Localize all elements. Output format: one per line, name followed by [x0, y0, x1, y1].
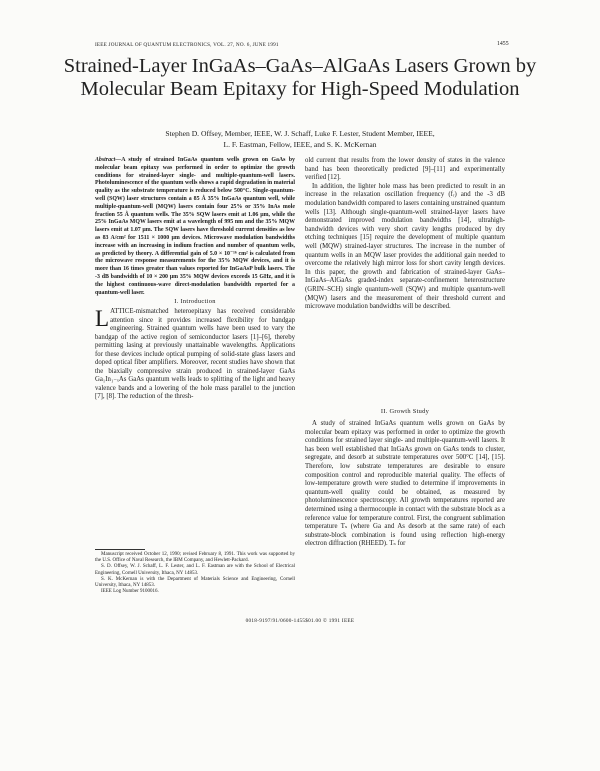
- footnote-rule: [95, 549, 145, 550]
- footnotes: [95, 552, 295, 595]
- section-heading-introduction: I. Introduction: [174, 298, 216, 305]
- introduction-body: [95, 308, 295, 402]
- author-line-2: L. F. Eastman, Fellow, IEEE, and S. K. McKernan: [223, 139, 377, 149]
- footnote-manuscript: Manuscript received October 12, 1990; revised February 8, 1991. This work was supported by the U.S. Office of Naval Research, the IBM Company, and Hewlett-Packard.: [95, 552, 295, 564]
- author-block: [110, 129, 490, 150]
- abstract: [95, 157, 295, 297]
- footnote-log-number: IEEE Log Number 9100016.: [101, 589, 159, 595]
- paper-title: Strained-Layer InGaAs–GaAs–AlGaAs Lasers Grown by Molecular Beam Epitaxy for High-Speed Modulation: [63, 55, 537, 100]
- abstract-lead: Abstract—: [95, 157, 122, 163]
- introduction-text: ATTICE-mismatched heteroepitaxy has received considerable attention since it provides increased flexibility for bandgap engineering. Strained quantum wells have been used to vary the bandgap of the active region of semiconductor lasers [1]–[6], thereby permitting lasing at previously unattainable wavelengths. Applications for these devices include optical pumping of solid-state glass lasers and doped optical fiber amplifiers. Moreover, recent studies have shown that the biaxially compressive strain produced in strained-layer GaAs Ga₁In₁₋ₓAs GaAs quantum wells leads to splitting of the light and heavy valence bands and a lowering of the hole mass parallel to the junction [7], [8]. The reduction of the thresh-: [95, 308, 295, 401]
- section-heading-growth-study: II. Growth Study: [380, 408, 430, 415]
- running-head: IEEE JOURNAL OF QUANTUM ELECTRONICS, VOL. 27, NO. 6, JUNE 1991: [95, 42, 279, 48]
- author-line-1: Stephen D. Offsey, Member, IEEE, W. J. Schaff, Luke F. Lester, Student Member, IEEE,: [165, 129, 435, 138]
- footnote-affiliation-2: S. K. McKernan is with the Department of Materials Science and Engineering, Cornell University, Ithaca, NY 14853.: [95, 576, 295, 589]
- abstract-text: A study of strained InGaAs quantum wells grown on GaAs by molecular beam epitaxy was performed in order to optimize the growth conditions for strained-layer single- and multiple-quantum-well lasers. Photoluminescence of the quantum wells shows a rapid degradation in material quality as the substrate temperature is reduced below 500°C. Single-quantum-well (SQW) laser structures contain a 85 Å 35% InGaAs quantum well, while multiple-quantum-well (MQW) lasers contain four 25% or 35% InAs mole fraction 55 Å quantum wells. The 35% SQW lasers emit at 1.06 µm, while the 25% InGaAs MQW lasers emit at a wavelength of 995 nm and the 35% MQW lasers emit at 1.07 µm. The SQW lasers have threshold current densities as low as 83 A/cm² for 1511 × 1000 µm devices. Microwave modulation bandwidths increase with an increasing in indium fraction and number of quantum wells, as predicted by theory. A differential gain of 5.0 × 10⁻¹⁶ cm² is calculated from the microwave response measurements for the 35% MQW devices, and it is more than 16 times greater than values reported for InGaAsP bulk lasers. The -3 dB bandwidth of 10 × 200 µm 35% MQW devices exceeds 15 GHz, and it is the highest continuous-wave direct-modulation bandwidth reported for a quantum-well laser.: [95, 157, 295, 296]
- growth-study-body: A study of strained InGaAs quantum wells grown on GaAs by molecular beam epitaxy was performed in order to optimize the growth conditions for strained layer single- and multiple-quantum-well lasers. It has been well established that InGaAs grown on GaAs tends to cluster, segregate, and desorb at substrate temperatures over 500°C [14], [15]. Therefore, low substrate temperatures are desirable to ensure composition control and reproducible material quality. The effects of low-temperature growth were studied to determine if improvements in quantum-well quality could be obtained, as measured by photoluminescence spectroscopy. All growth temperatures reported are determined using a thermocouple in contact with the substrate block as a reference value for temperature control. First, the congruent sublimation temperature Tₛ (where Ga and As desorb at the same rate) of each substrate-block combination is found using reflection high-energy electron diffraction (RHEED). Tₛ for: [305, 420, 505, 548]
- page-number: 1455: [497, 41, 509, 47]
- copyright-line: 0018-9197/91/0600-1455$01.00 © 1991 IEEE: [245, 618, 355, 624]
- paragraph-continuation: old current that results from the lower density of states in the valence band has been theoretically predicted [9]–[11] and experimentally verified [12].: [305, 157, 505, 182]
- right-column-upper: [305, 157, 505, 312]
- drop-cap: L: [95, 306, 110, 331]
- paragraph-bandwidth: In addition, the lighter hole mass has been predicted to result in an increase in the relaxation oscillation frequency (fᵣ) and the -3 dB modulation bandwidth compared to lasers containing unstrained quantum wells [13]. Although single-quantum-well strained-layer lasers have demonstrated improved modulation bandwidths [14], ultrahigh-bandwidth devices with very short cavity lengths produced by dry etching techniques [15] require the development of multiple quantum well (MQW) strained-layer structures. The increase in the number of quantum wells in an MQW laser provides the additional gain needed to overcome the relatively high mirror loss for short cavity length devices. In this paper, the growth and fabrication of strained-layer GaAs–InGaAs–AlGaAs graded-index separate-confinement heterostructure (GRIN–SCH) single quantum-well (SQW) and multiple quantum-well (MQW) lasers and the measurement of their threshold current and microwave modulation bandwidths will be described.: [305, 182, 505, 311]
- footnote-affiliation-1: S. D. Offsey, W. J. Schaff, L. F. Lester, and L. F. Eastman are with the School of Electrical Engineering, Cornell University, Ithaca, NY 14853.: [95, 564, 295, 576]
